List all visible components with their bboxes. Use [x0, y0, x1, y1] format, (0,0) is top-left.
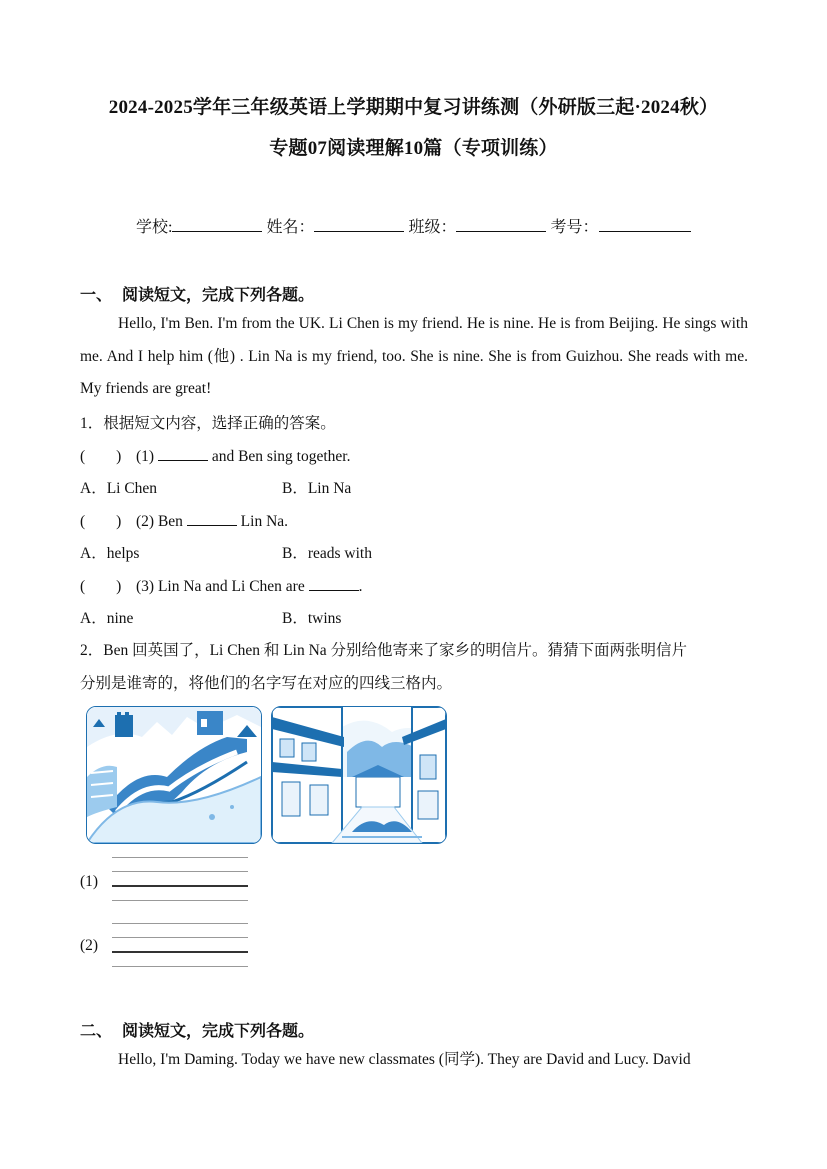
answer-blank[interactable] — [309, 578, 359, 591]
item-text: (2) Ben — [136, 513, 187, 530]
question-1-item-3 — [80, 574, 362, 596]
question-1-item-3-options — [80, 606, 480, 628]
item-text: . — [358, 578, 363, 595]
exam-number-blank[interactable] — [599, 217, 691, 232]
question-2-line-1: 2．Ben 回英国了，Li Chen 和 Lin Na 分别给他寄来了家乡的明信片。猜猜下面两张明信片 — [80, 642, 688, 659]
postcard-great-wall-image — [86, 706, 262, 844]
student-info-line — [136, 214, 691, 237]
passage-2 — [80, 1044, 748, 1077]
school-label: 学校: — [136, 219, 173, 236]
section-1-heading — [80, 282, 314, 305]
answer-paren[interactable]: ( ) — [80, 513, 122, 530]
item-text: (3) Lin Na and Li Chen are — [136, 578, 309, 595]
answer-blank[interactable] — [187, 513, 237, 526]
answer-paren[interactable]: ( ) — [80, 578, 122, 595]
option-a[interactable]: A．nine — [80, 610, 134, 627]
section-2-title: 阅读短文，完成下列各题。 — [122, 1023, 315, 1040]
item-text: (1) — [136, 448, 158, 465]
question-1-stem: 1．根据短文内容，选择正确的答案。 — [80, 415, 336, 432]
exam-number-label: 考号： — [550, 219, 599, 236]
section-2-heading — [80, 1018, 314, 1041]
class-label: 班级： — [408, 219, 457, 236]
document-title: 2024-2025学年三年级英语上学期期中复习讲练测（外研版三起·2024秋） — [108, 97, 719, 118]
passage-2-text: Hello, I'm Daming. Today we have new classmates (同学). They are David and Lucy. David — [118, 1051, 691, 1068]
section-1-title: 阅读短文，完成下列各题。 — [122, 287, 315, 304]
option-a[interactable]: A．Li Chen — [80, 480, 158, 497]
answer-blank[interactable] — [158, 448, 208, 461]
option-b[interactable]: B．Lin Na — [282, 480, 352, 497]
question-1-item-1 — [80, 444, 350, 466]
question-1-item-1-options — [80, 476, 480, 498]
answer-label-1: (1) — [80, 873, 99, 890]
option-a[interactable]: A．helps — [80, 545, 140, 562]
section-1-number: 一、 — [80, 287, 113, 304]
passage-1 — [80, 308, 748, 406]
name-label: 姓名： — [266, 219, 315, 236]
answer-label-2: (2) — [80, 937, 99, 954]
item-text: Lin Na. — [236, 513, 289, 530]
passage-1-text: Hello, I'm Ben. I'm from the UK. Li Chen is my friend. He is nine. He is from Beijing. He sings with me. And I help him (他) . Lin Na is my friend, too. She is nine. She is from Guizhou. She reads with me. My friends are great! — [80, 315, 748, 397]
option-b[interactable]: B．reads with — [282, 545, 372, 562]
section-2-number: 二、 — [80, 1023, 113, 1040]
document-subtitle: 专题07阅读理解10篇（专项训练） — [269, 138, 558, 159]
question-1-item-2-options — [80, 541, 480, 563]
school-blank[interactable] — [172, 217, 262, 232]
question-1-item-2 — [80, 509, 288, 531]
answer-paren[interactable]: ( ) — [80, 448, 122, 465]
class-blank[interactable] — [456, 217, 546, 232]
postcard-guizhou-town-image — [271, 706, 447, 844]
name-blank[interactable] — [314, 217, 404, 232]
four-line-grid-1[interactable] — [112, 857, 248, 914]
question-2-line-2: 分别是谁寄的，将他们的名字写在对应的四线三格内。 — [80, 675, 453, 692]
option-b[interactable]: B．twins — [282, 610, 342, 627]
four-line-grid-2[interactable] — [112, 923, 248, 980]
item-text: and Ben sing together. — [207, 448, 351, 465]
